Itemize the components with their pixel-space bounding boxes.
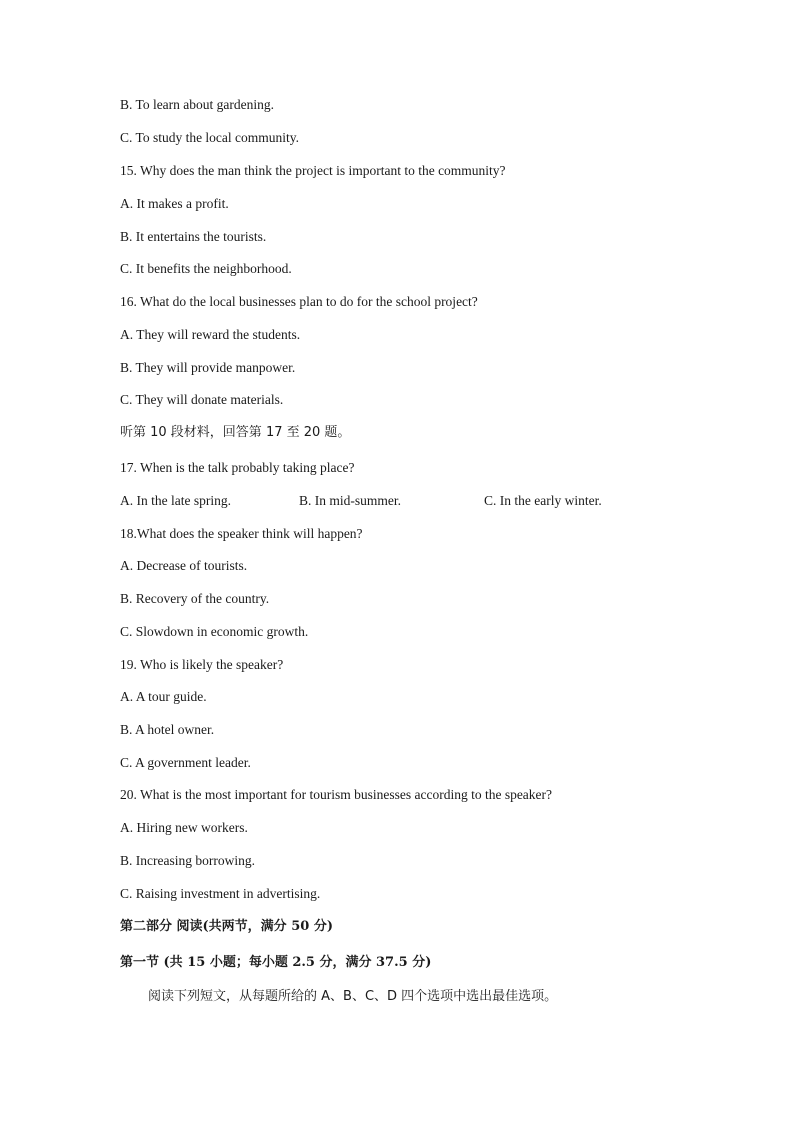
option-16b: B. They will provide manpower.	[120, 360, 296, 375]
reading-instruction: 阅读下列短文，从每题所给的 A、B、C、D 四个选项中选出最佳选项。	[148, 989, 558, 1004]
option-18a: A. Decrease of tourists.	[120, 558, 248, 573]
option-14c: C. To study the local community.	[120, 130, 300, 145]
option-19a: A. A tour guide.	[120, 689, 207, 704]
option-19b: B. A hotel owner.	[120, 722, 215, 737]
option-18b: B. Recovery of the country.	[120, 591, 270, 606]
option-20a: A. Hiring new workers.	[120, 820, 248, 835]
question-19: 19. Who is likely the speaker?	[120, 657, 284, 672]
option-17c: C. In the early winter.	[484, 493, 602, 508]
option-20b: B. Increasing borrowing.	[120, 853, 255, 868]
option-15c: C. It benefits the neighborhood.	[120, 261, 292, 276]
option-19c: C. A government leader.	[120, 755, 251, 770]
option-15a: A. It makes a profit.	[120, 196, 229, 211]
question-16: 16. What do the local businesses plan to do for the school project?	[120, 294, 478, 309]
question-20: 20. What is the most important for tourism businesses according to the speaker?	[120, 787, 553, 802]
option-16a: A. They will reward the students.	[120, 327, 301, 342]
option-15b: B. It entertains the tourists.	[120, 229, 267, 244]
option-18c: C. Slowdown in economic growth.	[120, 624, 309, 639]
question-18: 18.What does the speaker think will happen?	[120, 526, 363, 541]
listening-instruction: 听第 10 段材料，回答第 17 至 20 题。	[120, 425, 351, 440]
option-17b: B. In mid-summer.	[299, 493, 401, 508]
question-17: 17. When is the talk probably taking place?	[120, 460, 355, 475]
option-14b: B. To learn about gardening.	[120, 97, 275, 112]
section-heading-part-one: 第一节 (共 15 小题；每小题 2.5 分，满分 37.5 分)	[120, 955, 432, 970]
question-15: 15. Why does the man think the project is important to the community?	[120, 163, 506, 178]
section-heading-part-two: 第二部分 阅读(共两节，满分 50 分)	[120, 919, 333, 934]
option-16c: C. They will donate materials.	[120, 392, 284, 407]
option-20c: C. Raising investment in advertising.	[120, 886, 321, 901]
option-17a: A. In the late spring.	[120, 493, 231, 508]
